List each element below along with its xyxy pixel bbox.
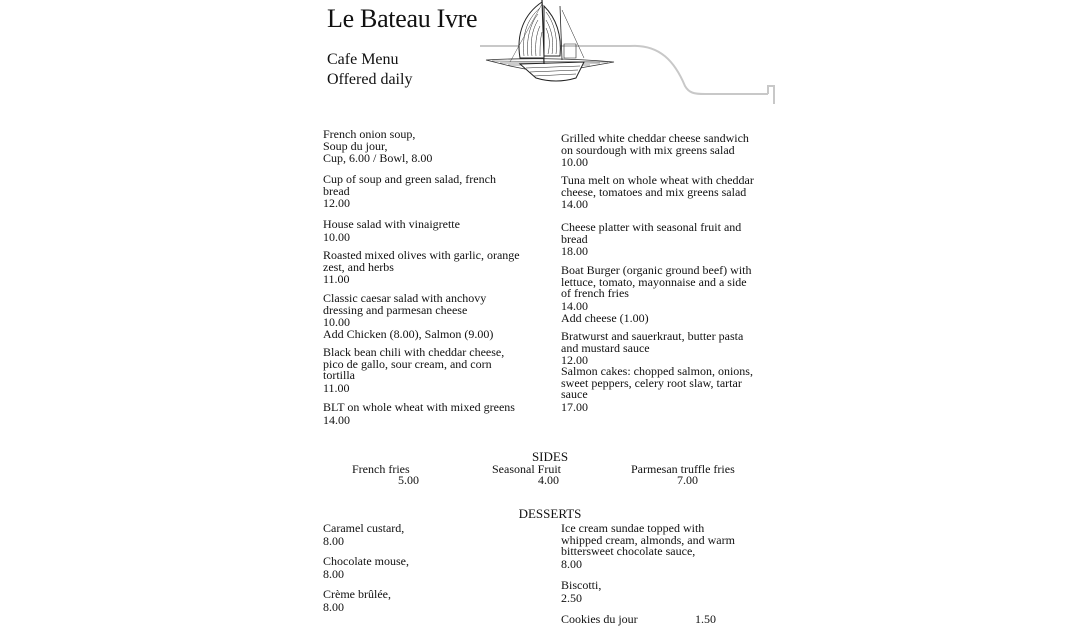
sides-heading: SIDES [531,449,569,464]
dessert-item-caramel-custard: Caramel custard, 8.00 [323,521,405,548]
menu-item-soups: French onion soup, Soup du jour, Cup, 6.00 / Bowl, 8.00 [323,127,433,165]
dessert-item-cookies: Cookies du jour [561,612,638,626]
menu-item-chili: Black bean chili with cheddar cheese, pico de gallo, sour cream, and corn tortilla 11.00 [323,345,505,395]
dessert-item-chocolate-mousse: Chocolate mouse, 8.00 [323,554,409,581]
sailboat-icon [480,0,780,108]
dessert-item-sundae: Ice cream sundae topped with whipped cream, almonds, and warm bittersweet chocolate sauce, 8.00 [561,521,735,571]
menu-availability: Offered daily [327,71,413,88]
menu-item-soup-salad: Cup of soup and green salad, french bread 12.00 [323,172,496,210]
menu-item-caesar: Classic caesar salad with anchovy dressing and parmesan cheese 10.00 Add Chicken (8.00), Salmon (9.00) [323,291,494,341]
desserts-heading: DESSERTS [518,506,582,521]
side-item-name: French fries [352,462,410,476]
menu-subtitle: Cafe Menu [327,51,399,68]
menu-item-salmon-cakes: Salmon cakes: chopped salmon, onions, sweet peppers, celery root slaw, tartar sauce 17.00 [561,364,753,414]
menu-item-blt: BLT on whole wheat with mixed greens 14.00 [323,400,515,427]
dessert-item-biscotti: Biscotti, 2.50 [561,578,602,605]
side-item-name: Parmesan truffle fries [631,462,735,476]
menu-item-bratwurst: Bratwurst and sauerkraut, butter pasta and mustard sauce 12.00 [561,329,744,367]
menu-item-olives: Roasted mixed olives with garlic, orange zest, and herbs 11.00 [323,248,520,286]
menu-item-tuna-melt: Tuna melt on whole wheat with cheddar cheese, tomatoes and mix greens salad 14.00 [561,173,754,211]
dessert-item-cookies-price: 1.50 [695,612,716,626]
side-item-name: Seasonal Fruit [492,462,561,476]
side-item-price: 7.00 [677,473,698,487]
menu-item-house-salad: House salad with vinaigrette 10.00 [323,217,460,244]
dessert-item-creme-brulee: Crème brûlée, 8.00 [323,587,391,614]
side-item-price: 5.00 [398,473,419,487]
menu-item-cheese-platter: Cheese platter with seasonal fruit and bread 18.00 [561,220,742,258]
menu-item-grilled-cheese: Grilled white cheddar cheese sandwich on sourdough with mix greens salad 10.00 [561,131,749,169]
menu-item-boat-burger: Boat Burger (organic ground beef) with lettuce, tomato, mayonnaise and a side of french fries 14.00 Add cheese (1.00) [561,263,752,325]
restaurant-title: Le Bateau Ivre [327,4,478,33]
side-item-price: 4.00 [538,473,559,487]
